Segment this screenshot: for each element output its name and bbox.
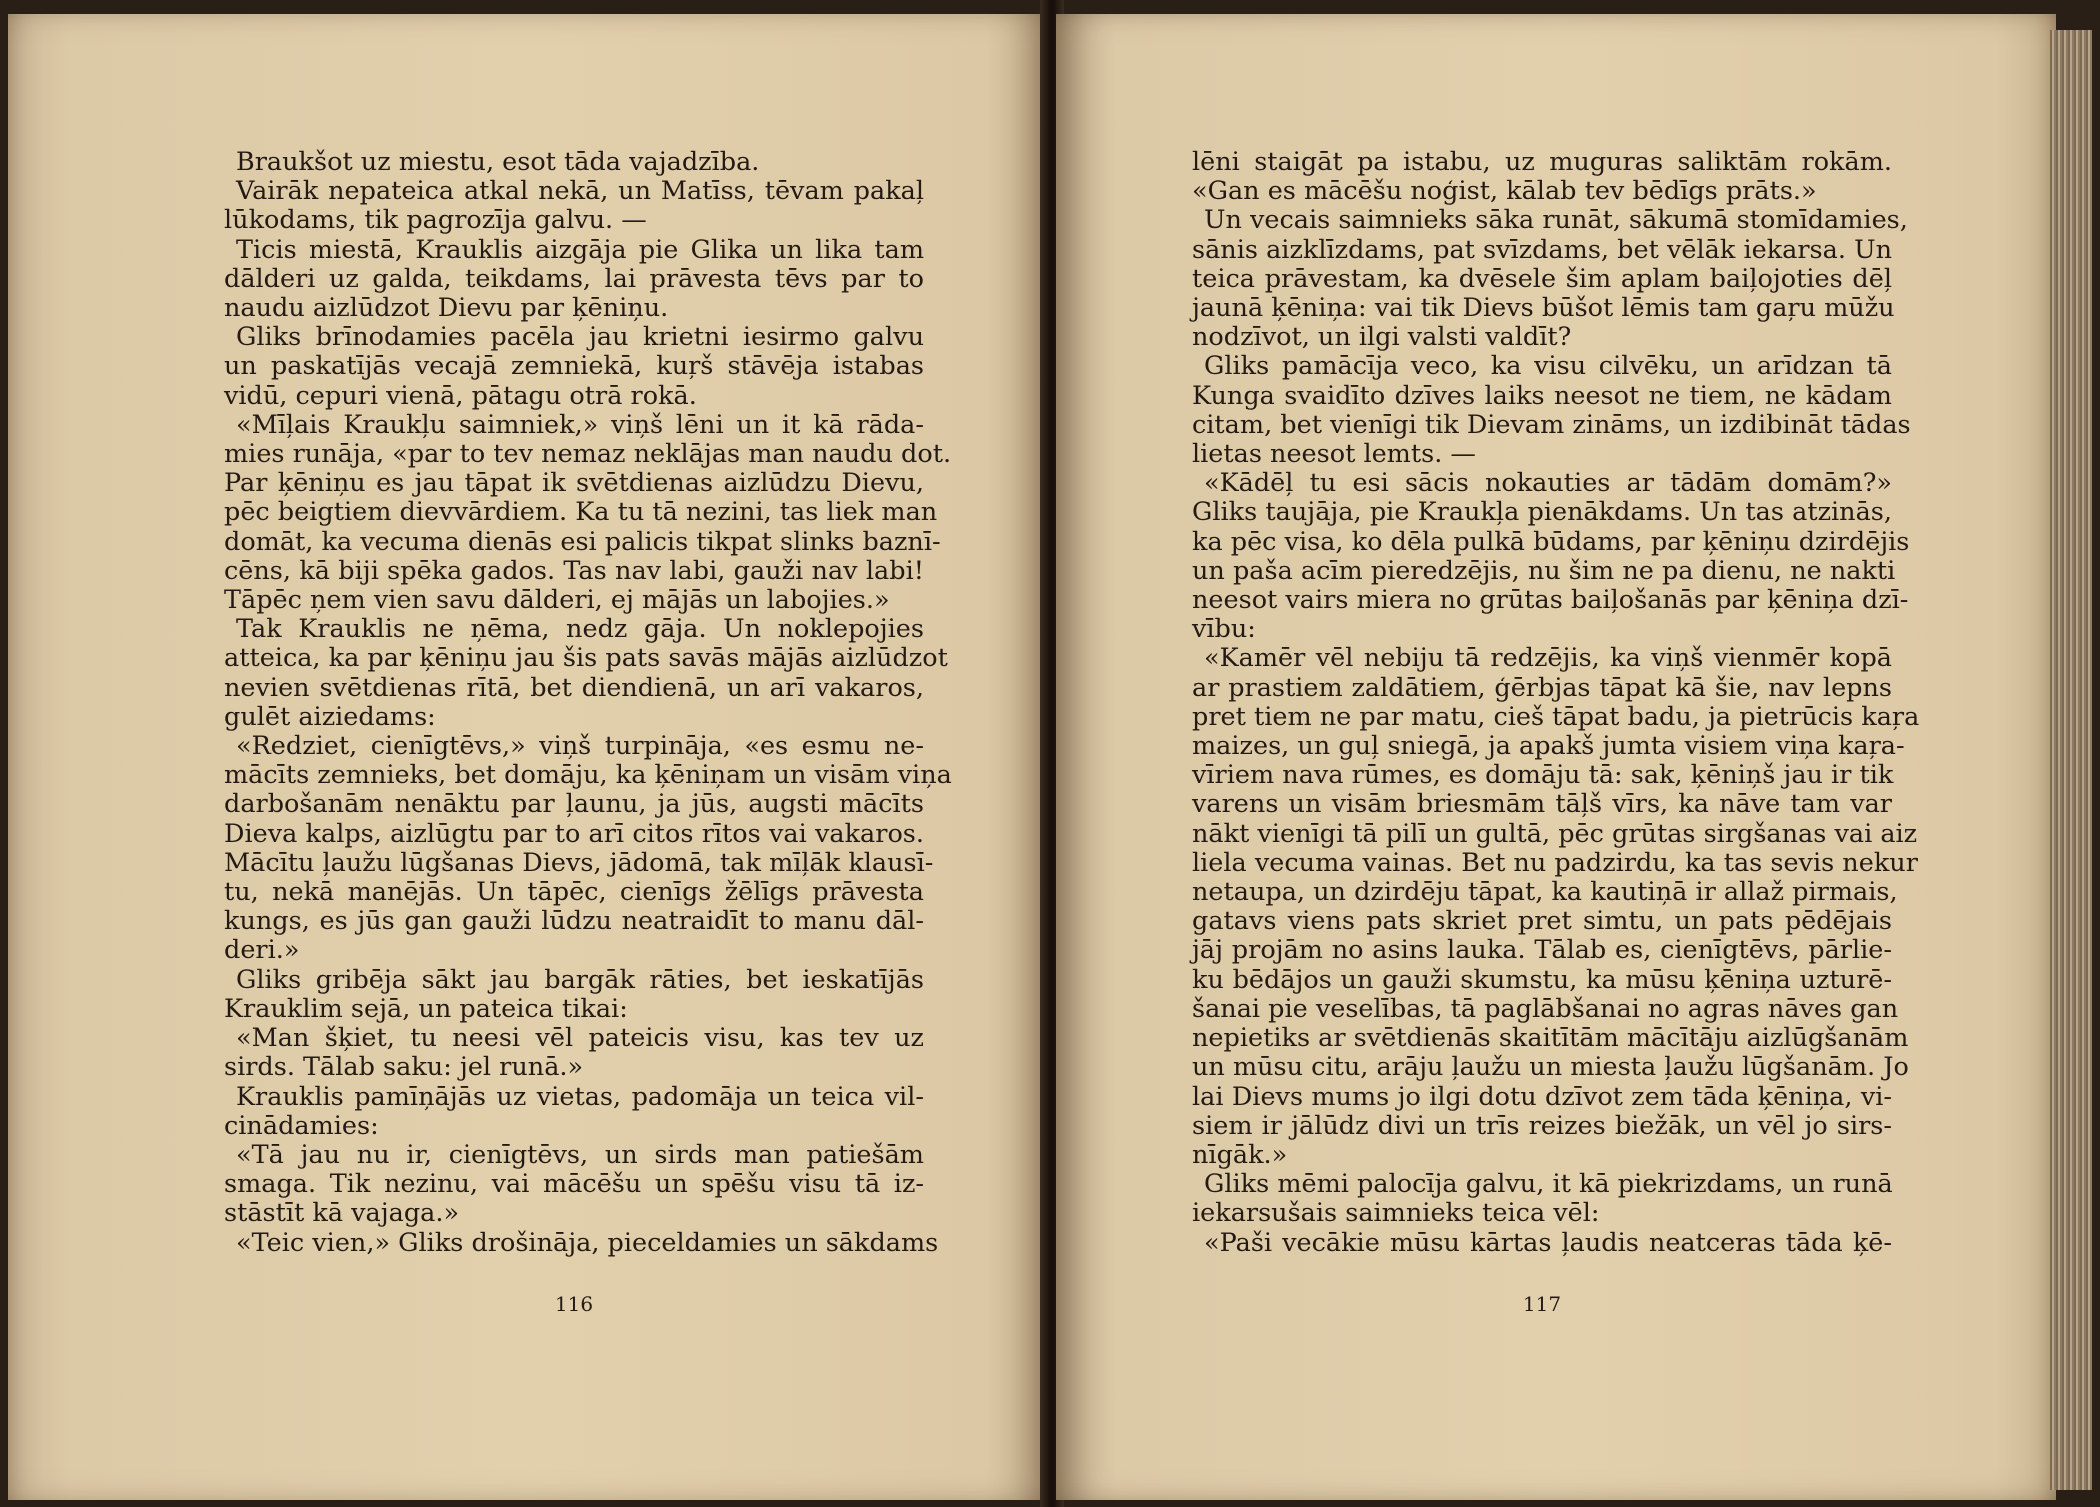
text-line: nevien svētdienas rītā, bet diendienā, un arī vakaros,	[224, 672, 924, 703]
text-line: jāj projām no asins lauka. Tālab es, cienīgtēvs, pārlie-	[1192, 935, 1892, 966]
text-line: liela vecuma vainas. Bet nu padzirdu, ka tas sevis nekur	[1192, 847, 1918, 878]
text-line: un paskatījās vecajā zemniekā, kuŗš stāvēja istabas	[224, 351, 924, 382]
text-line: varens un visām briesmām tāļš vīrs, ka nāve tam var	[1192, 789, 1892, 820]
text-line: domāt, ka vecuma dienās esi palicis tikpat slinks baznī-	[224, 526, 941, 557]
text-line: Krauklis pamīņājās uz vietas, padomāja un teica vil-	[236, 1081, 924, 1112]
text-line: kungs, es jūs gan gauži lūdzu neatraidīt to manu dāl-	[224, 906, 924, 937]
text-line: deri.»	[224, 935, 300, 966]
text-line: Braukšot uz miestu, esot tāda vajadzība.	[236, 147, 760, 177]
text-line: un paša acīm pieredzējis, nu šim ne pa dienu, ne nakti	[1192, 555, 1896, 586]
text-line: Par ķēniņu es jau tāpat ik svētdienas aizlūdzu Dievu,	[224, 468, 924, 499]
text-line: un mūsu citu, arāju ļaužu un miesta ļaužu lūgšanām. Jo	[1192, 1052, 1909, 1083]
text-line: citam, bet vienīgi tik Dievam zināms, un izdibināt tādas	[1192, 409, 1911, 440]
text-line: Mācītu ļaužu lūgšanas Dievs, jādomā, tak mīļāk klausī-	[224, 847, 934, 878]
text-line: cēns, kā biji spēka gados. Tas nav labi, gauži nav labi!	[224, 555, 924, 586]
text-line: «Kādēļ tu esi sācis nokauties ar tādām domām?»	[1204, 468, 1892, 499]
text-line: «Teic vien,» Gliks drošināja, pieceldamies un sākdams	[236, 1227, 939, 1258]
text-line: sānis aizklīzdams, pat svīzdams, bet vēlāk iekarsa. Un	[1192, 234, 1892, 265]
text-line: nīgāk.»	[1192, 1139, 1288, 1170]
text-line: Dieva kalps, aizlūgtu par to arī citos rītos vai vakaros.	[224, 818, 924, 849]
text-line: «Kamēr vēl nebiju tā redzējis, ka viņš vienmēr kopā	[1204, 643, 1892, 674]
text-line: lūkodams, tik pagrozīja galvu. —	[224, 205, 647, 236]
text-line: Tak Krauklis ne ņēma, nedz gāja. Un noklepojies	[236, 614, 924, 645]
text-line: naudu aizlūdzot Dievu par ķēniņu.	[224, 293, 669, 324]
text-line: vidū, cepuri vienā, pātagu otrā rokā.	[224, 380, 697, 411]
text-line: pēc beigtiem dievvārdiem. Ka tu tā nezini, tas liek man	[224, 497, 938, 528]
text-line: Kunga svaidīto dzīves laiks neesot ne tiem, ne kādam	[1192, 380, 1892, 411]
text-line: šanai pie veselības, tā paglābšanai no agras nāves gan	[1192, 993, 1899, 1024]
text-line: «Paši vecākie mūsu kārtas ļaudis neatceras tāda ķē-	[1204, 1227, 1892, 1258]
text-line: mies runāja, «par to tev nemaz neklājas man naudu dot.	[224, 439, 952, 470]
text-line: pret tiem ne par matu, cieš tāpat badu, ja pietrūcis kaŗa	[1192, 701, 1920, 732]
text-line: smaga. Tik nezinu, vai mācēšu un spēšu visu tā iz-	[224, 1169, 924, 1200]
text-line: lēni staigāt pa istabu, uz muguras saliktām rokām.	[1192, 147, 1892, 177]
text-line: Gliks pamācīja veco, ka visu cilvēku, un arīdzan tā	[1204, 351, 1892, 382]
text-line: ka pēc visa, ko dēla pulkā būdams, par ķēniņu dzirdējis	[1192, 526, 1910, 557]
right-page-text	[1192, 147, 1920, 1258]
text-line: Krauklim sejā, un pateica tikai:	[224, 993, 628, 1024]
left-page-number: 116	[554, 1292, 594, 1316]
text-line: gatavs viens pats skriet pret simtu, un pats pēdējais	[1192, 906, 1892, 937]
left-page-text	[224, 147, 952, 1258]
left-page	[8, 14, 1048, 1500]
text-line: jaunā ķēniņa: vai tik Dievs būšot lēmis tam gaŗu mūžu	[1192, 293, 1895, 324]
text-line: maizes, un guļ sniegā, ja apakš jumta visiem viņa kaŗa-	[1192, 731, 1905, 762]
text-line: cinādamies:	[224, 1110, 379, 1141]
text-line: siem ir jālūdz divi un trīs reizes biežāk, un vēl jo sirs-	[1192, 1110, 1892, 1141]
text-line: lietas neesot lemts. —	[1192, 439, 1476, 470]
text-line: «Gan es mācēšu noģist, kālab tev bēdīgs prāts.»	[1192, 176, 1817, 207]
right-page	[1056, 14, 2056, 1500]
text-line: Gliks taujāja, pie Kraukļa pienākdams. Un tas atzinās,	[1192, 497, 1892, 528]
text-line: netaupa, un dzirdēju tāpat, ka kautiņā ir allaž pirmais,	[1192, 877, 1898, 908]
text-line: vību:	[1192, 614, 1256, 645]
text-line: Gliks mēmi palocīja galvu, it kā piekrizdams, un runā	[1204, 1169, 1893, 1200]
text-line: teica prāvestam, ka dvēsele šim aplam baiļojoties dēļ	[1192, 263, 1892, 294]
text-line: ar prastiem zaldātiem, ģērbjas tāpat kā šie, nav lepns	[1192, 672, 1892, 703]
text-line: «Tā jau nu ir, cienīgtēvs, un sirds man patiešām	[236, 1139, 924, 1170]
text-line: vīriem nava rūmes, es domāju tā: sak, ķēniņš jau ir tik	[1192, 760, 1894, 791]
text-line: neesot vairs miera no grūtas baiļošanās par ķēniņa dzī-	[1192, 585, 1909, 616]
text-line: nodzīvot, un ilgi valsti valdīt?	[1192, 322, 1572, 353]
text-line: iekarsušais saimnieks teica vēl:	[1192, 1198, 1600, 1229]
text-line: Ticis miestā, Krauklis aizgāja pie Glika un lika tam	[236, 234, 924, 265]
text-line: «Redziet, cienīgtēvs,» viņš turpināja, «es esmu ne-	[236, 731, 924, 762]
text-line: Gliks brīnodamies pacēla jau krietni iesirmo galvu	[236, 322, 924, 353]
text-line: nepietiks ar svētdienās skaitītām mācītāju aizlūgšanām	[1192, 1023, 1909, 1054]
text-line: sirds. Tālab saku: jel runā.»	[224, 1052, 584, 1083]
page-edges	[2050, 30, 2092, 1490]
text-line: Vairāk nepateica atkal nekā, un Matīss, tēvam pakaļ	[236, 176, 924, 207]
text-line: «Man šķiet, tu neesi vēl pateicis visu, kas tev uz	[236, 1023, 924, 1054]
text-line: nākt vienīgi tā pilī un gultā, pēc grūtas sirgšanas vai aiz	[1192, 818, 1918, 849]
text-line: ku bēdājos un gauži skumstu, ka mūsu ķēniņa uzturē-	[1192, 964, 1892, 995]
text-line: atteica, ka par ķēniņu jau šis pats savās mājās aizlūdzot	[224, 643, 948, 674]
text-line: «Mīļais Kraukļu saimniek,» viņš lēni un it kā rāda-	[236, 409, 924, 440]
text-line: dālderi uz galda, teikdams, lai prāvesta tēvs par to	[224, 263, 924, 294]
text-line: tu, nekā manējās. Un tāpēc, cienīgs žēlīgs prāvesta	[224, 877, 924, 908]
text-line: Un vecais saimnieks sāka runāt, sākumā stomīdamies,	[1204, 205, 1908, 236]
text-line: lai Dievs mums jo ilgi dotu dzīvot zem tāda ķēniņa, vi-	[1192, 1081, 1892, 1112]
right-page-number: 117	[1522, 1292, 1562, 1316]
text-line: Gliks gribēja sākt jau bargāk rāties, bet ieskatījās	[236, 964, 924, 995]
text-line: darbošanām nenāktu par ļaunu, ja jūs, augsti mācīts	[224, 789, 924, 820]
text-line: Tāpēc ņem vien savu dālderi, ej mājās un labojies.»	[224, 585, 890, 616]
text-line: stāstīt kā vajaga.»	[224, 1198, 460, 1229]
text-line: gulēt aiziedams:	[224, 701, 436, 732]
text-line: mācīts zemnieks, bet domāju, ka ķēniņam un visām viņa	[224, 760, 952, 791]
